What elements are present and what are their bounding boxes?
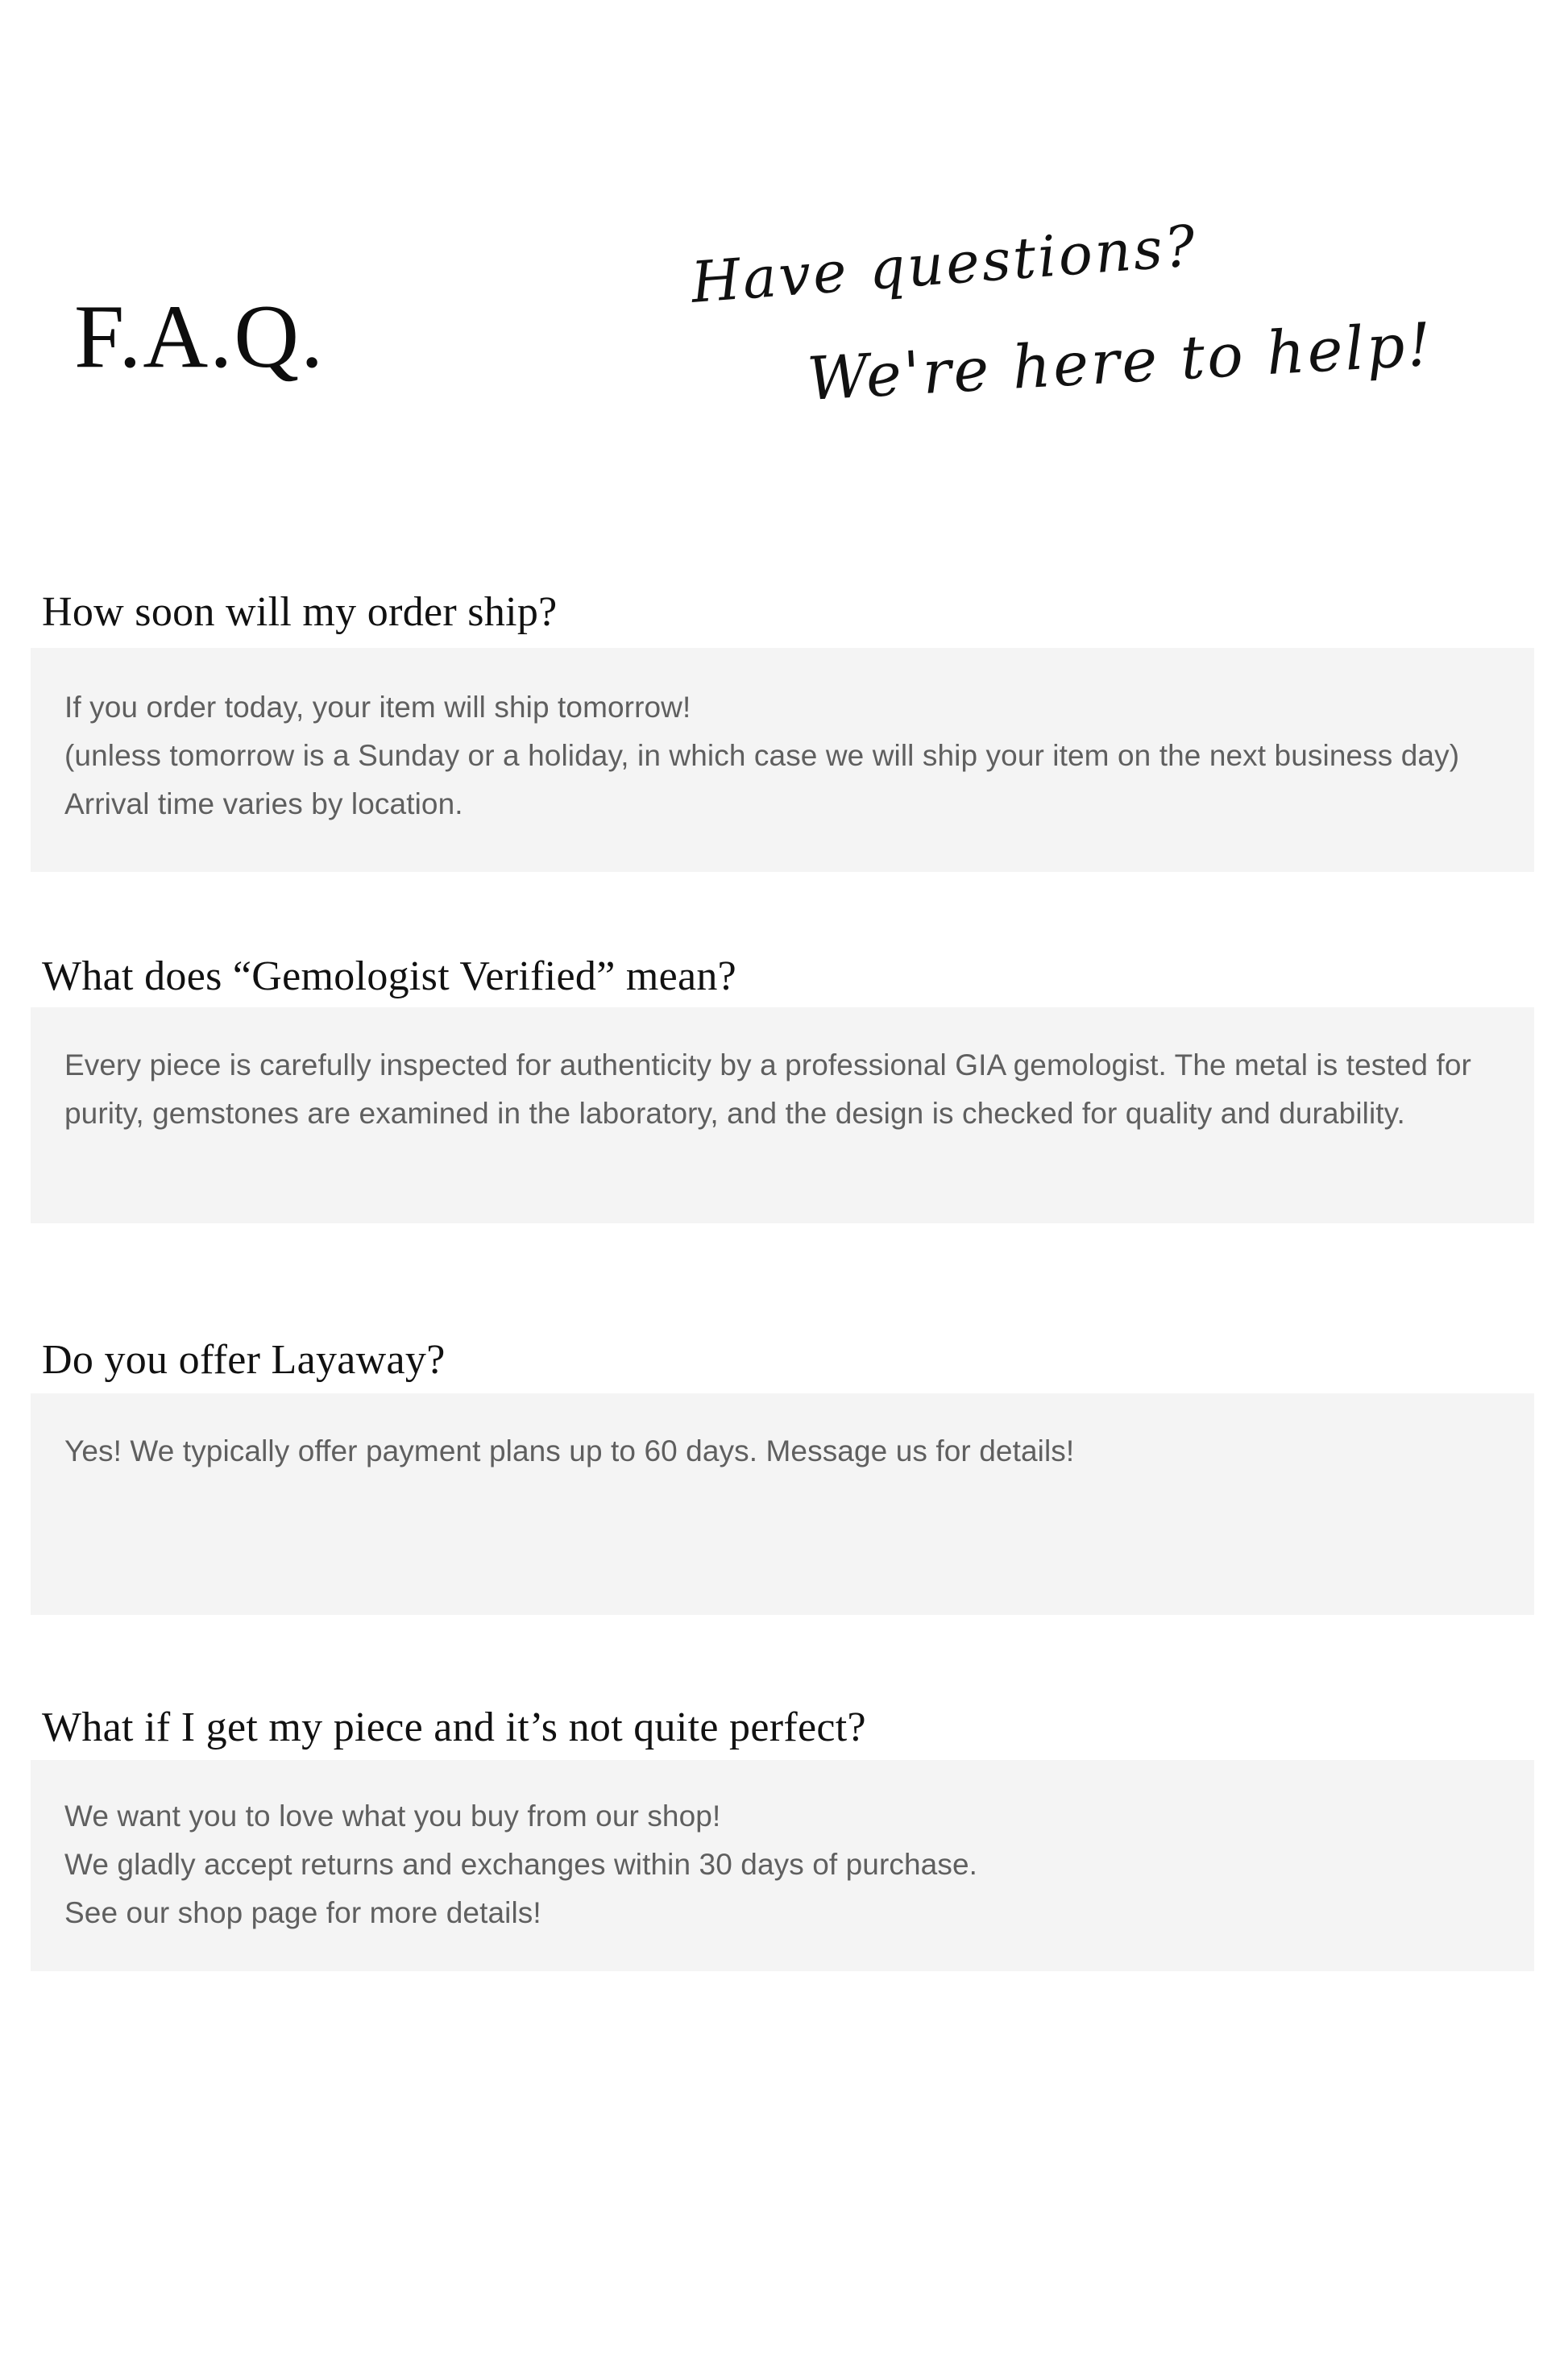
faq-question: How soon will my order ship? xyxy=(42,589,558,635)
faq-item xyxy=(0,953,1568,1223)
faq-question: Do you offer Layaway? xyxy=(42,1336,446,1383)
script-heading xyxy=(677,213,1491,484)
page-title: F.A.Q. xyxy=(74,287,326,387)
faq-answer xyxy=(31,1393,1534,1615)
faq-answer-line: (unless tomorrow is a Sunday or a holiday, in which case we will ship your item on the next business day) Arrival time varies by location. xyxy=(64,738,1460,820)
faq-header xyxy=(0,213,1568,508)
faq-answer-line: We gladly accept returns and exchanges within 30 days of purchase. xyxy=(64,1848,978,1882)
faq-question: What does “Gemologist Verified” mean? xyxy=(42,953,737,999)
faq-answer-line: We want you to love what you buy from our shop! xyxy=(64,1800,721,1833)
faq-item xyxy=(0,1704,1568,1971)
script-heading-line-1: Have questions? xyxy=(688,213,1200,316)
faq-item xyxy=(0,1336,1568,1616)
faq-answer-line: See our shop page for more details! xyxy=(64,1896,541,1930)
faq-answer-line: If you order today, your item will ship tomorrow! xyxy=(64,690,691,724)
faq-answer xyxy=(31,1007,1534,1223)
faq-answer xyxy=(31,648,1534,872)
faq-list xyxy=(0,588,1568,1971)
script-heading-line-2: We're here to help! xyxy=(805,309,1436,414)
faq-answer-line: Yes! We typically offer payment plans up to 60 days. Message us for details! xyxy=(64,1434,1075,1468)
faq-answer-line: Every piece is carefully inspected for authenticity by a professional GIA gemologist. The metal is tested for purity, gemstones are examined in the laboratory, and the design is checked for quality and durability. xyxy=(64,1048,1471,1130)
faq-item xyxy=(0,588,1568,872)
faq-answer xyxy=(31,1760,1534,1971)
faq-question: What if I get my piece and it’s not quite perfect? xyxy=(42,1704,866,1751)
